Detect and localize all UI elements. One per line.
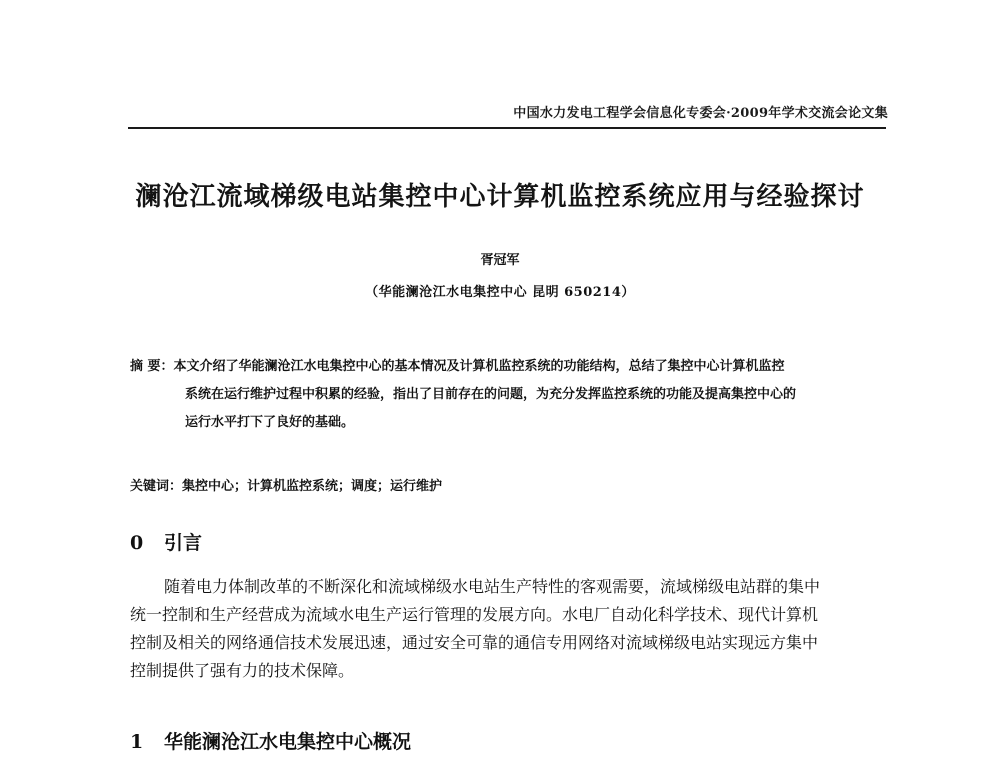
abstract-text: 本文介绍了华能澜沧江水电集控中心的基本情况及计算机监控系统的功能结构，总结了集控中心计算机监控 <box>173 359 785 374</box>
paragraph-line: 随着电力体制改革的不断深化和流域梯级水电站生产特性的客观需要，流域梯级电站群的集中 <box>164 577 821 596</box>
paragraph-line: 统一控制和生产经营成为流域水电生产运行管理的发展方向。水电厂自动化科学技术、现代计算机 <box>130 605 819 624</box>
abstract-line-3: 运行水平打下了良好的基础。 <box>185 415 355 430</box>
section-heading-overview <box>130 727 411 754</box>
keywords-line <box>130 475 442 494</box>
abstract-line-2: 系统在运行维护过程中积累的经验，指出了目前存在的问题，为充分发挥监控系统的功能及提高集控中心的 <box>185 387 797 402</box>
keywords-label: 关键词： <box>130 479 183 494</box>
intro-paragraph <box>130 575 890 687</box>
paper-title: 澜沧江流域梯级电站集控中心计算机监控系统应用与经验探讨 <box>135 182 865 212</box>
abstract-line-1 <box>130 357 890 385</box>
paragraph-line: 控制及相关的网络通信技术发展迅速，通过安全可靠的通信专用网络对流域梯级电站实现远方集中 <box>130 633 819 652</box>
paragraph-line: 控制提供了强有力的技术保障。 <box>130 661 355 680</box>
section-title: 华能澜沧江水电集控中心概况 <box>164 731 412 753</box>
section-number: 1 <box>130 731 144 753</box>
abstract-label: 摘 要： <box>130 359 174 374</box>
keywords-text: 集控中心；计算机监控系统；调度；运行维护 <box>182 479 443 494</box>
abstract-block <box>130 357 890 441</box>
header-rule <box>128 127 886 129</box>
author-affiliation: （华能澜沧江水电集控中心 昆明 650214） <box>365 285 635 300</box>
section-heading-intro <box>130 528 202 555</box>
author-name: 胥冠军 <box>480 253 520 268</box>
section-title: 引言 <box>164 532 203 554</box>
section-number: 0 <box>130 532 144 554</box>
running-header: 中国水力发电工程学会信息化专委会·2009年学术交流会论文集 <box>513 106 888 121</box>
